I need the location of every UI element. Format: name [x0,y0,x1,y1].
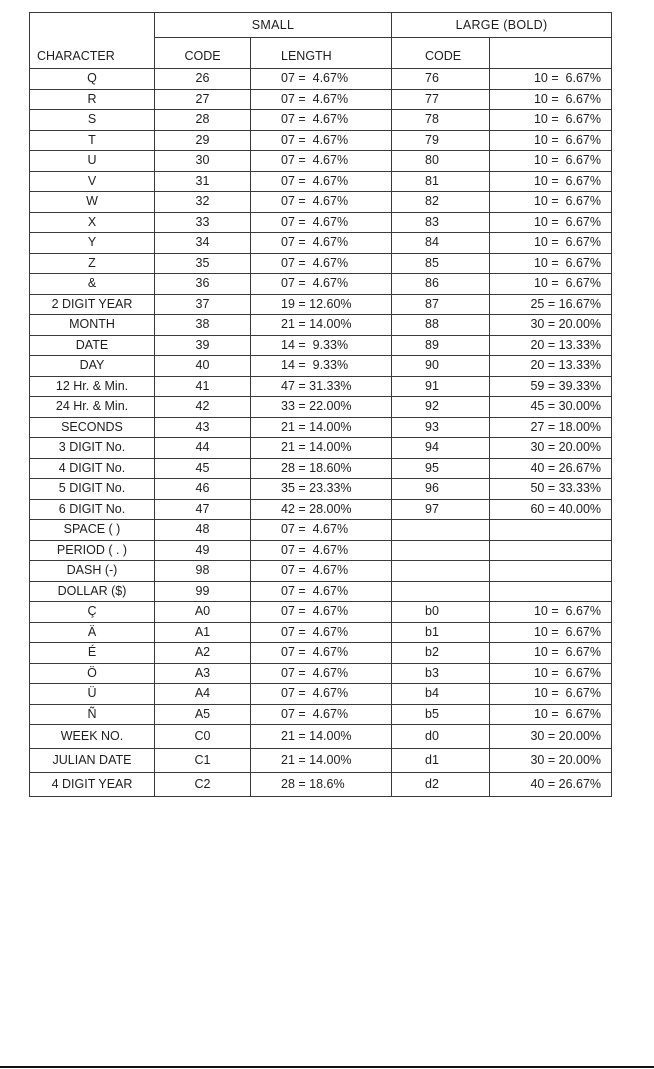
small-length-cell: 47 = 31.33% [251,376,392,397]
small-length-cell: 35 = 23.33% [251,479,392,500]
small-length-cell: 07 = 4.67% [251,602,392,623]
large-length-cell: 10 = 6.67% [490,274,612,295]
character-cell: DATE [30,335,155,356]
large-length-cell: 20 = 13.33% [490,356,612,377]
large-code-cell [392,561,490,582]
small-code-cell: 33 [155,212,251,233]
table-row [30,458,612,479]
character-cell: 3 DIGIT No. [30,438,155,459]
large-code-cell: d0 [392,725,490,749]
table-row [30,274,612,295]
large-code-cell: b1 [392,622,490,643]
character-cell: Ç [30,602,155,623]
large-code-cell [392,581,490,602]
large-code-cell: 90 [392,356,490,377]
large-code-cell: 93 [392,417,490,438]
small-code-cell: 31 [155,171,251,192]
small-code-cell: A1 [155,622,251,643]
small-length-cell: 07 = 4.67% [251,192,392,213]
large-length-cell [490,520,612,541]
small-code-cell: 37 [155,294,251,315]
large-length-cell: 59 = 39.33% [490,376,612,397]
small-code-cell: C0 [155,725,251,749]
table-row [30,773,612,797]
small-code-cell: 46 [155,479,251,500]
large-length-cell: 10 = 6.67% [490,130,612,151]
small-code-cell: 45 [155,458,251,479]
large-code-cell: b2 [392,643,490,664]
table-row [30,315,612,336]
table-row [30,151,612,172]
table-row [30,192,612,213]
small-length-cell: 14 = 9.33% [251,335,392,356]
large-length-cell: 60 = 40.00% [490,499,612,520]
table-row [30,438,612,459]
small-length-cell: 07 = 4.67% [251,561,392,582]
large-code-cell: 80 [392,151,490,172]
table-row [30,376,612,397]
large-code-cell: 87 [392,294,490,315]
small-length-cell: 28 = 18.60% [251,458,392,479]
large-code-cell: 77 [392,89,490,110]
table-row [30,704,612,725]
small-code-cell: 27 [155,89,251,110]
small-code-cell: 99 [155,581,251,602]
character-cell: V [30,171,155,192]
large-length-cell: 10 = 6.67% [490,663,612,684]
small-length-cell: 21 = 14.00% [251,417,392,438]
character-cell: 2 DIGIT YEAR [30,294,155,315]
large-code-cell: b5 [392,704,490,725]
small-code-column-header: CODE [155,38,251,69]
small-length-cell: 07 = 4.67% [251,643,392,664]
small-code-cell: 43 [155,417,251,438]
table-row [30,335,612,356]
character-cell: R [30,89,155,110]
small-code-cell: 28 [155,110,251,131]
large-code-column-header: CODE [392,38,490,69]
large-length-cell: 10 = 6.67% [490,89,612,110]
large-code-cell: d1 [392,749,490,773]
table-row [30,171,612,192]
small-code-cell: 41 [155,376,251,397]
table-row [30,643,612,664]
character-cell: S [30,110,155,131]
character-cell: 4 DIGIT No. [30,458,155,479]
small-length-cell: 07 = 4.67% [251,622,392,643]
small-length-cell: 07 = 4.67% [251,540,392,561]
large-length-cell: 40 = 26.67% [490,458,612,479]
small-length-cell: 28 = 18.6% [251,773,392,797]
small-code-cell: A0 [155,602,251,623]
large-code-cell: 84 [392,233,490,254]
character-cell: Ü [30,684,155,705]
table-row [30,520,612,541]
small-length-cell: 07 = 4.67% [251,151,392,172]
large-code-cell: 97 [392,499,490,520]
large-length-cell: 10 = 6.67% [490,151,612,172]
character-cell: Z [30,253,155,274]
large-code-cell: 79 [392,130,490,151]
group-header-row [30,13,612,38]
character-cell: Q [30,69,155,90]
character-cell: T [30,130,155,151]
small-code-cell: 26 [155,69,251,90]
small-length-cell: 42 = 28.00% [251,499,392,520]
small-length-cell: 21 = 14.00% [251,749,392,773]
character-cell: & [30,274,155,295]
small-code-cell: 36 [155,274,251,295]
small-length-cell: 33 = 22.00% [251,397,392,418]
small-code-cell: A3 [155,663,251,684]
character-cell: DAY [30,356,155,377]
large-code-cell: 89 [392,335,490,356]
large-length-cell: 10 = 6.67% [490,684,612,705]
table-row [30,561,612,582]
large-code-cell: 85 [392,253,490,274]
table-row [30,602,612,623]
character-cell: Ö [30,663,155,684]
large-length-cell [490,561,612,582]
large-length-cell: 25 = 16.67% [490,294,612,315]
large-code-cell: 96 [392,479,490,500]
character-code-table [29,12,612,797]
large-length-cell: 50 = 33.33% [490,479,612,500]
small-length-cell: 21 = 14.00% [251,438,392,459]
small-code-cell: 48 [155,520,251,541]
small-length-cell: 21 = 14.00% [251,315,392,336]
character-cell: Ñ [30,704,155,725]
large-code-cell: 76 [392,69,490,90]
large-length-cell: 10 = 6.67% [490,192,612,213]
large-code-cell: 88 [392,315,490,336]
small-length-cell: 07 = 4.67% [251,212,392,233]
large-code-cell [392,520,490,541]
small-length-column-header: LENGTH [251,38,392,69]
character-cell: DASH (-) [30,561,155,582]
small-length-cell: 19 = 12.60% [251,294,392,315]
large-code-cell: 83 [392,212,490,233]
small-code-cell: A2 [155,643,251,664]
large-code-cell: 91 [392,376,490,397]
small-code-cell: 35 [155,253,251,274]
large-length-column-header [490,38,612,69]
table-row [30,622,612,643]
small-length-cell: 07 = 4.67% [251,69,392,90]
large-code-cell: 95 [392,458,490,479]
table-row [30,397,612,418]
small-length-cell: 07 = 4.67% [251,253,392,274]
small-code-cell: 29 [155,130,251,151]
small-length-cell: 07 = 4.67% [251,274,392,295]
large-length-cell: 10 = 6.67% [490,233,612,254]
small-code-cell: 40 [155,356,251,377]
small-length-cell: 07 = 4.67% [251,663,392,684]
character-cell: PERIOD ( . ) [30,540,155,561]
large-length-cell: 10 = 6.67% [490,110,612,131]
character-cell: 5 DIGIT No. [30,479,155,500]
table-row [30,663,612,684]
small-length-cell: 07 = 4.67% [251,110,392,131]
table-row [30,540,612,561]
character-cell: U [30,151,155,172]
table-row [30,725,612,749]
large-code-cell: 86 [392,274,490,295]
table-row [30,294,612,315]
small-code-cell: 42 [155,397,251,418]
small-code-cell: 39 [155,335,251,356]
large-length-cell [490,581,612,602]
small-length-cell: 14 = 9.33% [251,356,392,377]
table-row [30,417,612,438]
large-code-cell: 94 [392,438,490,459]
large-length-cell: 10 = 6.67% [490,253,612,274]
small-code-cell: 34 [155,233,251,254]
small-length-cell: 07 = 4.67% [251,704,392,725]
character-cell: W [30,192,155,213]
large-code-cell: b4 [392,684,490,705]
character-cell: SPACE ( ) [30,520,155,541]
small-code-cell: 98 [155,561,251,582]
large-length-cell: 10 = 6.67% [490,622,612,643]
small-code-cell: C2 [155,773,251,797]
large-length-cell: 30 = 20.00% [490,749,612,773]
character-cell: MONTH [30,315,155,336]
large-length-cell [490,540,612,561]
table-row [30,356,612,377]
small-code-cell: 49 [155,540,251,561]
large-length-cell: 10 = 6.67% [490,704,612,725]
large-code-cell: d2 [392,773,490,797]
small-length-cell: 07 = 4.67% [251,233,392,254]
character-cell: X [30,212,155,233]
small-length-cell: 07 = 4.67% [251,581,392,602]
large-length-cell: 30 = 20.00% [490,725,612,749]
small-group-header: SMALL [155,13,392,38]
large-length-cell: 10 = 6.67% [490,212,612,233]
table-row [30,581,612,602]
table-row [30,499,612,520]
large-code-cell [392,540,490,561]
small-code-cell: 38 [155,315,251,336]
small-code-cell: C1 [155,749,251,773]
small-code-cell: A5 [155,704,251,725]
large-code-cell: 81 [392,171,490,192]
small-length-cell: 07 = 4.67% [251,520,392,541]
small-code-cell: 44 [155,438,251,459]
large-code-cell: b3 [392,663,490,684]
page-bottom-rule [0,1066,654,1068]
large-length-cell: 45 = 30.00% [490,397,612,418]
large-length-cell: 10 = 6.67% [490,602,612,623]
small-code-cell: 47 [155,499,251,520]
character-cell: WEEK NO. [30,725,155,749]
table-row [30,479,612,500]
table-body [30,69,612,797]
character-cell: 12 Hr. & Min. [30,376,155,397]
small-length-cell: 21 = 14.00% [251,725,392,749]
large-length-cell: 10 = 6.67% [490,643,612,664]
character-cell: 6 DIGIT No. [30,499,155,520]
character-cell: Ä [30,622,155,643]
small-code-cell: 32 [155,192,251,213]
table-row [30,212,612,233]
large-length-cell: 10 = 6.67% [490,171,612,192]
small-length-cell: 07 = 4.67% [251,684,392,705]
small-length-cell: 07 = 4.67% [251,130,392,151]
table-row [30,130,612,151]
table-row [30,89,612,110]
character-cell: 4 DIGIT YEAR [30,773,155,797]
table-row [30,69,612,90]
large-code-cell: 92 [392,397,490,418]
table-row [30,253,612,274]
large-code-cell: 82 [392,192,490,213]
large-length-cell: 20 = 13.33% [490,335,612,356]
table-row [30,233,612,254]
character-cell: É [30,643,155,664]
table-row [30,110,612,131]
large-code-cell: b0 [392,602,490,623]
large-length-cell: 40 = 26.67% [490,773,612,797]
large-length-cell: 27 = 18.00% [490,417,612,438]
character-cell: Y [30,233,155,254]
small-length-cell: 07 = 4.67% [251,171,392,192]
table-row [30,749,612,773]
large-length-cell: 30 = 20.00% [490,438,612,459]
large-length-cell: 10 = 6.67% [490,69,612,90]
large-length-cell: 30 = 20.00% [490,315,612,336]
large-code-cell: 78 [392,110,490,131]
small-length-cell: 07 = 4.67% [251,89,392,110]
character-cell: SECONDS [30,417,155,438]
character-cell: JULIAN DATE [30,749,155,773]
small-code-cell: A4 [155,684,251,705]
character-cell: DOLLAR ($) [30,581,155,602]
large-group-header: LARGE (BOLD) [392,13,612,38]
character-column-header: CHARACTER [30,13,155,69]
character-cell: 24 Hr. & Min. [30,397,155,418]
small-code-cell: 30 [155,151,251,172]
table-row [30,684,612,705]
